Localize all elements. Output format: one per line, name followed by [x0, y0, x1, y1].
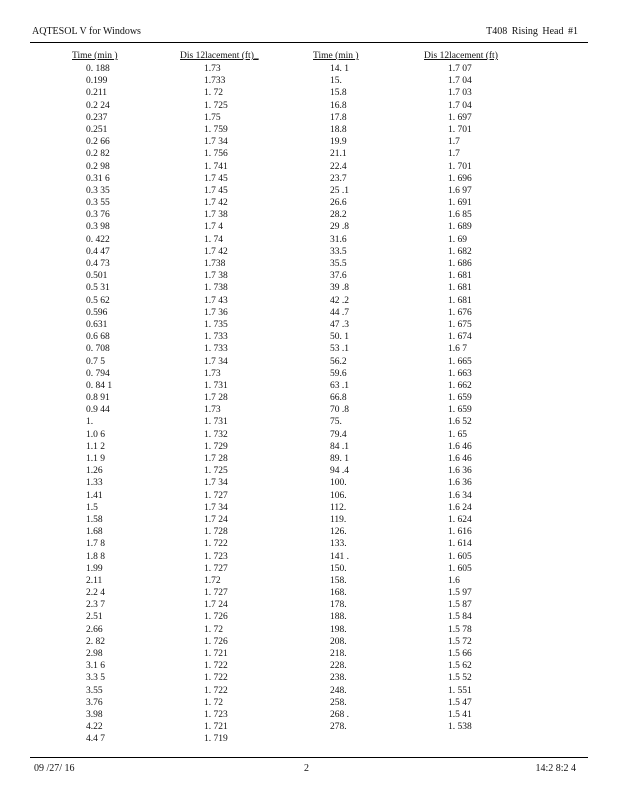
displacement-value: 1. 723	[204, 709, 228, 720]
time-value: 63 .1	[330, 380, 349, 391]
time-value: 178.	[330, 600, 347, 611]
displacement-value: 1.6 34	[448, 490, 472, 501]
displacement-value: 1. 721	[204, 722, 228, 733]
displacement-value: 1.7 4	[204, 222, 223, 233]
displacement-value: 1. 727	[204, 490, 228, 501]
displacement-value: 1.7 04	[448, 76, 472, 87]
time-value: 168.	[330, 588, 347, 599]
displacement-value: 1. 728	[204, 527, 228, 538]
time-value: 0.2 24	[86, 100, 110, 111]
time-value: 0.596	[86, 307, 108, 318]
displacement-value: 1. 674	[448, 332, 472, 343]
displacement-value: 1.738	[204, 259, 226, 269]
time-value: 59.6	[330, 368, 347, 379]
displacement-value: 1.5 97	[448, 588, 472, 599]
time-value: 1.99	[86, 563, 103, 574]
time-value: 21.1	[330, 149, 347, 160]
displacement-value: 1.7 04	[448, 100, 472, 111]
time-value: 26.6	[330, 198, 347, 209]
displacement-value: 1.5 78	[448, 624, 472, 635]
displacement-value: 1. 662	[448, 380, 472, 391]
time-value: 0.237	[86, 112, 108, 123]
time-value: 0.631	[86, 319, 108, 330]
time-values-left	[86, 63, 112, 746]
header-rule	[30, 42, 588, 43]
time-value: 94 .4	[330, 466, 349, 477]
time-value: 228.	[330, 661, 347, 672]
time-value: 119.	[330, 514, 347, 525]
time-value: 0.211	[86, 88, 108, 99]
displacement-value: 1.6 7	[448, 344, 467, 355]
displacement-value: 1. 726	[204, 636, 228, 647]
displacement-value: 1. 727	[204, 563, 228, 574]
time-value: 258.	[330, 697, 347, 708]
time-value: 15.	[330, 76, 342, 87]
displacement-value: 1.7 07	[448, 64, 472, 74]
displacement-value: 1.5 47	[448, 697, 472, 708]
displacement-value: 1.6 85	[448, 210, 472, 221]
time-value: 1.26	[86, 466, 103, 477]
displacement-column-header: Dis 12lacement (ft)_	[180, 51, 259, 61]
displacement-value: 1. 538	[448, 722, 472, 733]
displacement-value: 1. 689	[448, 222, 472, 233]
displacement-value: 1.7 34	[204, 478, 228, 489]
displacement-value: 1. 65	[448, 429, 467, 440]
time-value: 0.5 31	[86, 283, 110, 294]
time-value: 2.2 4	[86, 588, 105, 599]
displacement-value: 1. 738	[204, 283, 228, 294]
displacement-value: 1. 659	[448, 405, 472, 416]
displacement-value: 1.6	[448, 575, 460, 586]
time-value: 33.5	[330, 246, 347, 257]
displacement-value: 1.5 62	[448, 661, 472, 672]
displacement-value: 1. 732	[204, 429, 228, 440]
time-value: 188.	[330, 612, 347, 623]
displacement-value: 1.5 84	[448, 612, 472, 623]
displacement-value: 1.7 24	[204, 600, 228, 611]
time-value: 3.98	[86, 709, 103, 720]
time-value: 31.6	[330, 234, 347, 245]
time-value: 1.41	[86, 490, 103, 501]
displacement-value: 1.7 34	[204, 356, 228, 367]
time-value: 2.98	[86, 649, 103, 659]
time-value: 0.5 62	[86, 295, 110, 306]
time-column-header: Time (min )	[72, 51, 118, 61]
displacement-value: 1.7	[448, 137, 460, 148]
time-value: 0.9 44	[86, 405, 110, 416]
displacement-value: 1. 663	[448, 368, 472, 379]
time-value: 2.3 7	[86, 600, 105, 611]
time-value: 0. 794	[86, 368, 110, 379]
time-value: 89. 1	[330, 454, 349, 464]
time-value: 0.3 55	[86, 198, 110, 209]
displacement-value: 1.7 28	[204, 393, 228, 404]
time-value: 70 .8	[330, 405, 349, 416]
displacement-value: 1. 551	[448, 685, 472, 696]
time-value: 106.	[330, 490, 347, 501]
displacement-value: 1.6 36	[448, 466, 472, 477]
time-value: 15.8	[330, 88, 347, 99]
displacement-value: 1. 701	[448, 124, 472, 135]
time-value: 268 .	[330, 709, 349, 720]
displacement-value: 1. 725	[204, 466, 228, 477]
displacement-value: 1.5 41	[448, 709, 472, 720]
displacement-value: 1. 731	[204, 380, 228, 391]
time-value: 0.2 98	[86, 161, 110, 172]
displacement-value: 1. 729	[204, 441, 228, 452]
displacement-value: 1.6 97	[448, 185, 472, 196]
time-value: 14. 1	[330, 64, 349, 74]
time-value: 39 .8	[330, 283, 349, 294]
time-value: 17.8	[330, 112, 347, 123]
time-value: 100.	[330, 478, 347, 489]
time-value: 1.1 2	[86, 441, 105, 452]
displacement-value: 1. 722	[204, 673, 228, 684]
time-value: 0.2 66	[86, 137, 110, 148]
time-value: 19.9	[330, 137, 347, 148]
displacement-value: 1. 665	[448, 356, 472, 367]
displacement-value: 1. 72	[204, 624, 223, 635]
displacement-value: 1.7 28	[204, 454, 228, 464]
time-value: 2.66	[86, 624, 103, 635]
displacement-value: 1.7 34	[204, 502, 228, 513]
time-value: 23.7	[330, 173, 347, 184]
time-value: 1.0 6	[86, 429, 105, 440]
time-value: 0.6 68	[86, 332, 110, 343]
footer-rule	[30, 757, 588, 758]
time-value: 79.4	[330, 429, 347, 440]
displacement-value: 1. 701	[448, 161, 472, 172]
time-value: 112.	[330, 502, 347, 513]
displacement-value: 1. 735	[204, 319, 228, 330]
time-value: 0.3 98	[86, 222, 110, 233]
displacement-value: 1.7 45	[204, 185, 228, 196]
displacement-value: 1.5 72	[448, 636, 472, 647]
displacement-value: 1. 681	[448, 295, 472, 306]
displacement-value: 1. 74	[204, 234, 223, 245]
time-value: 16.8	[330, 100, 347, 111]
header-app-title: AQTESOL V for Windows	[32, 26, 141, 37]
displacement-value: 1. 722	[204, 661, 228, 672]
time-value: 3.55	[86, 685, 103, 696]
displacement-value: 1. 697	[448, 112, 472, 123]
displacement-value: 1. 722	[204, 685, 228, 696]
displacement-value: 1. 659	[448, 393, 472, 404]
time-value: 0. 422	[86, 234, 110, 245]
displacement-value: 1.7 34	[204, 137, 228, 148]
time-value: 25 .1	[330, 185, 349, 196]
time-value: 47 .3	[330, 319, 349, 330]
time-value: 3.1 6	[86, 661, 105, 672]
time-value: 50. 1	[330, 332, 349, 343]
footer-date: 09 /27/ 16	[34, 763, 75, 774]
displacement-value: 1. 691	[448, 198, 472, 209]
time-value: 0. 188	[86, 64, 110, 74]
displacement-value: 1.73	[204, 368, 221, 379]
time-value: 0.3 35	[86, 185, 110, 196]
displacement-value: 1. 614	[448, 539, 472, 550]
displacement-value: 1. 731	[204, 417, 228, 428]
displacement-value: 1. 721	[204, 649, 228, 659]
time-value: 278.	[330, 722, 347, 733]
displacement-value: 1.6 46	[448, 454, 472, 464]
time-value: 1.5	[86, 502, 98, 513]
time-value: 133.	[330, 539, 347, 550]
displacement-value: 1. 682	[448, 246, 472, 257]
displacement-value: 1. 726	[204, 612, 228, 623]
time-value: 4.22	[86, 722, 103, 733]
time-value: 66.8	[330, 393, 347, 404]
displacement-value: 1.7	[448, 149, 460, 160]
time-value: 44 .7	[330, 307, 349, 318]
displacement-value: 1. 676	[448, 307, 472, 318]
displacement-value: 1. 624	[448, 514, 472, 525]
displacement-value: 1. 681	[448, 271, 472, 282]
time-value: 42 .2	[330, 295, 349, 306]
time-value: 150.	[330, 563, 347, 574]
time-value: 1.1 9	[86, 454, 105, 464]
time-value: 2.51	[86, 612, 103, 623]
time-value: 37.6	[330, 271, 347, 282]
time-value: 29 .8	[330, 222, 349, 233]
time-value: 0.2 82	[86, 149, 110, 160]
time-value: 0.501	[86, 271, 108, 282]
displacement-value: 1. 727	[204, 588, 228, 599]
displacement-value: 1.7 03	[448, 88, 472, 99]
displacement-value: 1. 72	[204, 88, 223, 99]
time-value: 1.8 8	[86, 551, 105, 562]
time-value: 1.58	[86, 514, 103, 525]
time-value: 4.4 7	[86, 734, 105, 745]
time-value: 141 .	[330, 551, 349, 562]
time-value: 2. 82	[86, 636, 105, 647]
time-value: 0.199	[86, 76, 108, 87]
displacement-value: 1.73	[204, 64, 221, 74]
time-value: 126.	[330, 527, 347, 538]
displacement-value: 1. 759	[204, 124, 228, 135]
displacement-value: 1. 733	[204, 332, 228, 343]
displacement-value: 1.6 46	[448, 441, 472, 452]
displacement-value: 1. 69	[448, 234, 467, 245]
displacement-value: 1. 741	[204, 161, 228, 172]
time-value: 1.33	[86, 478, 103, 489]
time-column-header-2: Time (min )	[313, 51, 359, 61]
time-value: 0.31 6	[86, 173, 110, 184]
displacement-value: 1.6 24	[448, 502, 472, 513]
time-value: 158.	[330, 575, 347, 586]
displacement-value: 1.73	[204, 405, 221, 416]
time-value: 84 .1	[330, 441, 349, 452]
displacement-values-left	[204, 63, 228, 746]
time-value: 208.	[330, 636, 347, 647]
displacement-value: 1. 696	[448, 173, 472, 184]
time-value: 0.3 76	[86, 210, 110, 221]
footer-page-number: 2	[304, 763, 309, 774]
time-value: 0.251	[86, 124, 108, 135]
displacement-value: 1.72	[204, 575, 221, 586]
displacement-value: 1.5 87	[448, 600, 472, 611]
time-value: 18.8	[330, 124, 347, 135]
displacement-value: 1.7 45	[204, 173, 228, 184]
displacement-value: 1. 605	[448, 551, 472, 562]
displacement-value: 1.7 38	[204, 271, 228, 282]
displacement-value: 1.733	[204, 76, 226, 87]
time-value: 1.7 8	[86, 539, 105, 550]
footer-time: 14:2 8:2 4	[535, 763, 576, 774]
time-value: 3.76	[86, 697, 103, 708]
displacement-value: 1.7 42	[204, 246, 228, 257]
displacement-value: 1.6 52	[448, 417, 472, 428]
time-value: 35.5	[330, 259, 347, 269]
displacement-value: 1.75	[204, 112, 221, 123]
time-value: 0.4 73	[86, 259, 110, 269]
time-values-right	[330, 63, 349, 733]
time-value: 75.	[330, 417, 342, 428]
displacement-value: 1. 725	[204, 100, 228, 111]
displacement-value: 1. 72	[204, 697, 223, 708]
displacement-column-header-2: Dis 12lacement (ft)	[424, 51, 498, 61]
time-value: 1.	[86, 417, 94, 428]
time-value: 28.2	[330, 210, 347, 221]
displacement-value: 1. 756	[204, 149, 228, 160]
displacement-value: 1. 686	[448, 259, 472, 269]
displacement-value: 1. 719	[204, 734, 228, 745]
displacement-value: 1.7 38	[204, 210, 228, 221]
displacement-value: 1. 733	[204, 344, 228, 355]
header-test-title: T408 Rising Head #1	[486, 26, 578, 37]
displacement-value: 1.7 42	[204, 198, 228, 209]
time-value: 0.7 5	[86, 356, 105, 367]
displacement-values-right	[448, 63, 472, 733]
time-value: 238.	[330, 673, 347, 684]
displacement-value: 1.7 24	[204, 514, 228, 525]
time-value: 1.68	[86, 527, 103, 538]
time-value: 56.2	[330, 356, 347, 367]
displacement-value: 1.5 66	[448, 649, 472, 659]
time-value: 53 .1	[330, 344, 349, 355]
displacement-value: 1.5 52	[448, 673, 472, 684]
time-value: 3.3 5	[86, 673, 105, 684]
displacement-value: 1. 722	[204, 539, 228, 550]
displacement-value: 1.7 43	[204, 295, 228, 306]
displacement-value: 1. 605	[448, 563, 472, 574]
displacement-value: 1. 616	[448, 527, 472, 538]
time-value: 0.4 47	[86, 246, 110, 257]
time-value: 0. 84 1	[86, 380, 113, 391]
time-value: 0.8 91	[86, 393, 110, 404]
time-value: 2.11	[86, 575, 103, 586]
time-value: 0. 708	[86, 344, 110, 355]
time-value: 218.	[330, 649, 347, 659]
displacement-value: 1. 723	[204, 551, 228, 562]
displacement-value: 1. 675	[448, 319, 472, 330]
displacement-value: 1.7 36	[204, 307, 228, 318]
time-value: 22.4	[330, 161, 347, 172]
time-value: 248.	[330, 685, 347, 696]
time-value: 198.	[330, 624, 347, 635]
displacement-value: 1. 681	[448, 283, 472, 294]
displacement-value: 1.6 36	[448, 478, 472, 489]
